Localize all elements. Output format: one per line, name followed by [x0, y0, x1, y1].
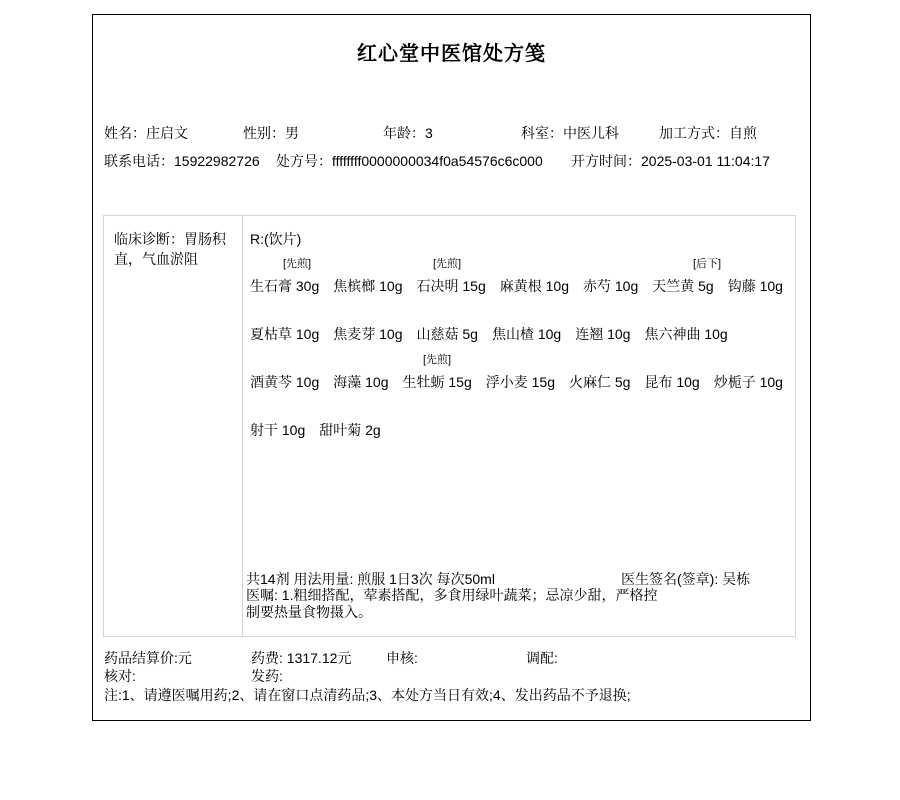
decoction-annotation-xianjian-2: [先煎]: [433, 258, 462, 270]
processing-method-value: 自煎: [729, 125, 757, 141]
patient-name-value: 庄启文: [146, 125, 188, 141]
prescription-table: [103, 215, 796, 637]
patient-age-value: 3: [425, 125, 433, 141]
clinic-title: 红心堂中医馆处方笺: [357, 43, 546, 65]
medical-advice: 医嘱: 1.粗细搭配，荤素搭配，多食用绿叶蔬菜；忌凉少甜，严格控制要热量食物摄入。: [246, 587, 658, 620]
patient-department-label: 科室：: [521, 125, 563, 141]
clinical-diagnosis-cell: [104, 216, 243, 636]
rx-content-cell: [243, 216, 795, 636]
processing-method-field: [659, 123, 757, 143]
doctor-signature: 医生签名(签章): 吴栋: [621, 571, 751, 587]
footer-note: 注:1、请遵医嘱用药;2、请在窗口点清药品;3、本处方当日有效;4、发出药品不予退换;: [104, 687, 631, 703]
herb-line-4: 射干 10g 甜叶菊 2g: [250, 422, 381, 438]
rx-number-label: 处方号：: [276, 153, 332, 169]
rx-number-value: ffffffff0000000034f0a54576c6c000: [332, 153, 543, 169]
diagnosis-label: 临床诊断：: [114, 231, 184, 247]
patient-phone-field: [104, 151, 260, 171]
settlement-price-field: 药品结算价:元: [104, 650, 192, 666]
issue-time-value: 2025-03-01 11:04:17: [641, 153, 770, 169]
patient-phone-value: 15922982726: [174, 153, 260, 169]
herb-line-2: 夏枯草 10g 焦麦芽 10g 山慈菇 5g 焦山楂 10g 连翘 10g 焦六神曲 10g: [250, 326, 728, 342]
patient-gender-field: [243, 123, 299, 143]
patient-gender-label: 性别：: [243, 125, 285, 141]
decoction-annotation-xianjian-1: [先煎]: [283, 258, 312, 270]
check-field: 核对:: [104, 668, 136, 684]
rx-header: R:(饮片): [250, 231, 302, 247]
patient-department-field: [521, 123, 619, 143]
prescription-sheet: [92, 14, 811, 721]
dosage-summary: 共14剂 用法用量: 煎服 1日3次 每次50ml: [246, 571, 495, 587]
rx-number-field: [276, 151, 543, 171]
patient-gender-value: 男: [285, 125, 299, 141]
herb-line-1: 生石膏 30g 焦槟榔 10g 石决明 15g 麻黄根 10g 赤芍 10g 天竺黄 5g 钩藤 10g: [250, 278, 783, 294]
patient-name-field: [104, 123, 188, 143]
patient-phone-label: 联系电话：: [104, 153, 174, 169]
issue-time-label: 开方时间：: [571, 153, 641, 169]
prepare-field: 调配:: [526, 650, 558, 666]
patient-age-label: 年龄：: [383, 125, 425, 141]
issue-time-field: [571, 151, 770, 171]
patient-name-label: 姓名：: [104, 125, 146, 141]
decoction-annotation-xianjian-3: [先煎]: [423, 354, 452, 366]
patient-department-value: 中医儿科: [563, 125, 619, 141]
herb-line-3: 酒黄芩 10g 海藻 10g 生牡蛎 15g 浮小麦 15g 火麻仁 5g 昆布 10g 炒栀子 10g: [250, 374, 783, 390]
dispense-field: 发药:: [251, 668, 283, 684]
processing-method-label: 加工方式：: [659, 125, 729, 141]
diagnosis-value: 胃肠积直，气血淤阻: [114, 231, 226, 267]
decoction-annotation-houxia: [后下]: [693, 258, 722, 270]
patient-age-field: [383, 123, 433, 143]
review-field: 申核:: [386, 650, 418, 666]
fee-field: 药费: 1317.12元: [251, 650, 352, 666]
